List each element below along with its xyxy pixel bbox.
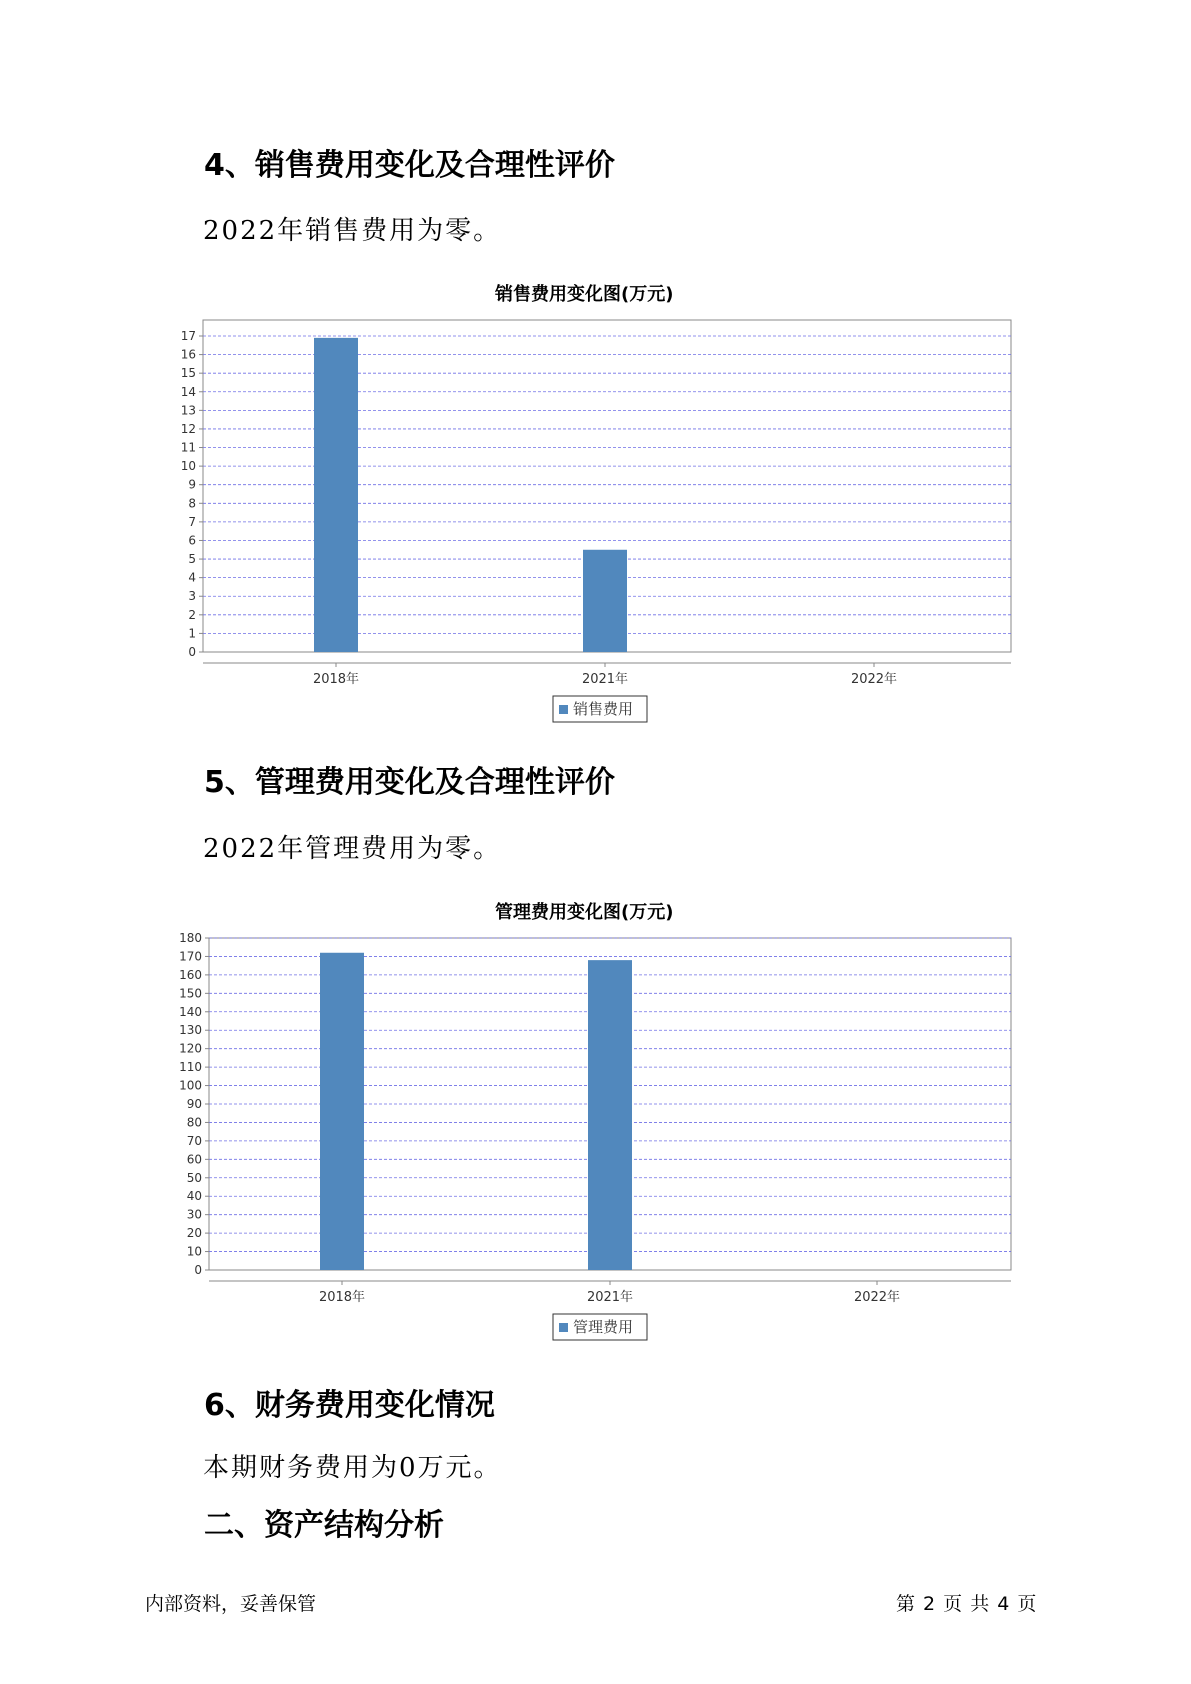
y-tick-label: 16 [180,347,196,362]
y-tick-label: 14 [180,384,196,399]
section-heading-asset-structure: 二、资产结构分析 [204,1508,444,1543]
y-tick-label: 130 [179,1023,202,1038]
y-tick-label: 8 [188,496,196,511]
section-heading-finance-expense: 6、财务费用变化情况 [204,1388,495,1423]
admin-chart-title: 管理费用变化图(万元) [495,902,674,923]
section-heading-admin-expense: 5、管理费用变化及合理性评价 [204,765,615,800]
bar [588,960,632,1270]
y-tick-label: 100 [179,1078,202,1093]
y-tick-label: 15 [180,366,196,381]
admin-expense-text: 2022年管理费用为零。 [203,834,502,864]
y-tick-label: 80 [186,1115,202,1130]
y-tick-label: 9 [188,477,196,492]
y-tick-label: 40 [186,1189,202,1204]
y-tick-label: 70 [186,1133,202,1148]
y-tick-label: 2 [188,607,196,622]
y-tick-label: 90 [186,1097,202,1111]
y-tick-label: 10 [186,1244,202,1259]
finance-expense-text: 本期财务费用为0万元。 [203,1453,502,1483]
y-tick-label: 0 [188,645,196,659]
x-tick-label: 2018年 [312,672,360,687]
section-heading-sales-expense: 4、销售费用变化及合理性评价 [204,148,615,183]
y-tick-label: 1 [188,626,196,641]
y-tick-label: 160 [179,967,202,982]
legend-label: 管理费用 [573,1318,634,1336]
y-tick-label: 140 [179,1004,202,1019]
y-tick-label: 11 [180,440,196,455]
y-tick-label: 6 [188,533,196,548]
y-tick-label: 17 [180,329,196,343]
footer-note: 内部资料，妥善保管 [145,1593,317,1615]
page-number: 第 2 页 共 4 页 [896,1593,1038,1615]
y-tick-label: 50 [186,1170,202,1185]
y-tick-label: 150 [179,986,202,1001]
y-tick-label: 30 [186,1207,202,1222]
y-tick-label: 7 [188,514,196,529]
y-tick-label: 170 [179,949,202,964]
chart-legend [553,1314,647,1340]
y-tick-label: 0 [194,1263,202,1277]
sales-expense-text: 2022年销售费用为零。 [203,216,502,246]
x-tick-label: 2021年 [586,1290,634,1305]
y-tick-label: 180 [179,931,202,945]
x-tick-label: 2022年 [853,1290,901,1305]
y-tick-label: 3 [188,589,196,604]
x-tick-label: 2021年 [581,672,629,687]
x-tick-label: 2018年 [318,1290,366,1305]
y-tick-label: 12 [180,421,196,436]
y-tick-label: 20 [186,1226,202,1241]
y-tick-label: 4 [188,570,196,585]
legend-swatch [559,1323,568,1332]
y-tick-label: 60 [186,1152,202,1167]
y-tick-label: 13 [180,403,196,418]
sales-chart-title: 销售费用变化图(万元) [495,284,674,305]
x-tick-label: 2022年 [850,672,898,687]
legend-label: 销售费用 [573,700,634,718]
y-tick-label: 5 [188,552,196,567]
y-tick-label: 110 [179,1060,202,1075]
y-tick-label: 10 [180,459,196,474]
bar [320,953,364,1270]
y-tick-label: 120 [179,1041,202,1056]
